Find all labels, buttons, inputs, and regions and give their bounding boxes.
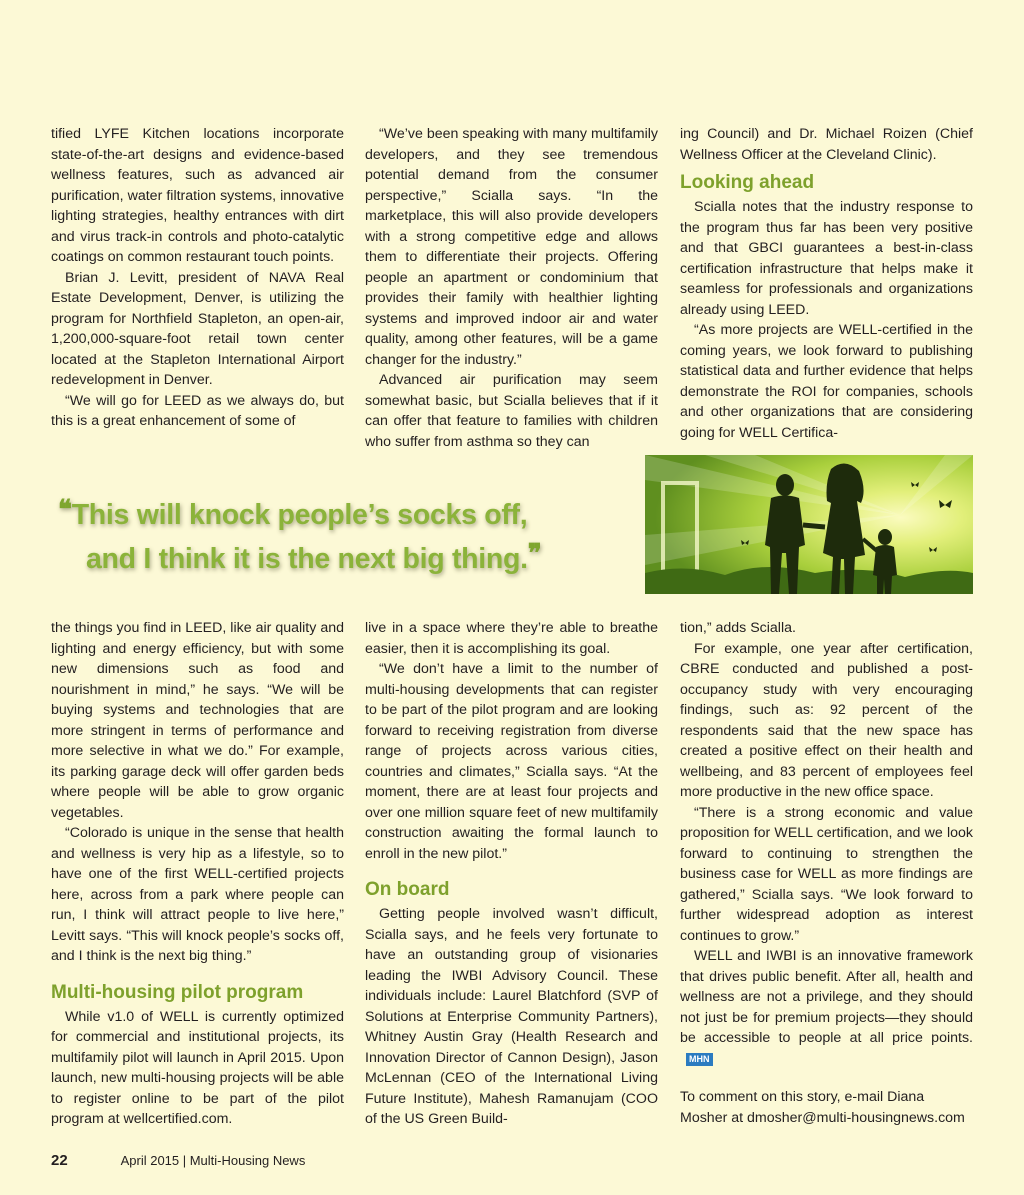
mhn-end-badge: MHN xyxy=(686,1053,713,1066)
open-quote-icon: ❝ xyxy=(58,494,72,524)
comment-note: To comment on this story, e-mail Diana Mosher at dmosher@multi-housingnews.com xyxy=(680,1089,965,1126)
page-footer xyxy=(51,1152,305,1169)
section-heading-multi-housing-pilot: Multi-housing pilot program xyxy=(51,981,304,1003)
pull-quote-line-2: and I think it is the next big thing. xyxy=(86,543,528,575)
paragraph: While v1.0 of WELL is currently optimized for commercial and institutional projects, its multifamily pilot will launch in April 2015. Upon launch, new multi-housing projects will be able to register online to be part of the pilot program at wellcertified.com. xyxy=(51,1008,344,1127)
paragraph: Advanced air purification may seem somewhat basic, but Scialla believes that if it can offer that feature to families with children who suffer from asthma so they can xyxy=(365,372,658,450)
close-quote-icon: ❞ xyxy=(527,538,542,568)
pull-quote xyxy=(58,490,648,578)
paragraph: live in a space where they’re able to breathe easier, then it is accomplishing its goal. xyxy=(365,620,658,657)
paragraph: tion,” adds Scialla. xyxy=(680,620,796,636)
paragraph-text: WELL and IWBI is an innovative framework that drives public benefit. After all, health and wellness are not a privilege, and they should not just be for premium projects—they should be accessible to people at all price points. xyxy=(680,948,973,1046)
family-silhouette-photo xyxy=(645,455,973,594)
column-2 xyxy=(365,124,658,452)
pull-quote-line-1: This will knock people’s socks off, xyxy=(71,499,528,531)
section-heading-looking-ahead: Looking ahead xyxy=(680,172,815,193)
paragraph: the things you find in LEED, like air quality and lighting and energy efficiency, but with some new dimensions such as food and nourishment in mind,” he says. “We will be buying systems and technologies that are more stringent in terms of performance and more selective in what we do.” For example, its parking garage deck will offer garden beds where people will be able to grow organic vegetables. xyxy=(51,620,344,821)
paragraph: “There is a strong economic and value proposition for WELL certification, and we look forward to continuing to strengthen the business case for WELL as more findings are gathered,” Scialla says. “We look forward to further widespread adoption as interest continues to grow.” xyxy=(680,804,973,944)
column-4 xyxy=(51,618,344,1130)
paragraph: “As more projects are WELL-certified in the coming years, we look forward to publishing statistical data and further evidence that helps demonstrate the ROI for companies, schools and other organizations that are considering going for WELL Certifica- xyxy=(680,322,973,441)
paragraph: “We will go for LEED as we always do, but this is a great enhancement of some of xyxy=(51,392,344,429)
paragraph: tified LYFE Kitchen locations incorporate state-of-the-art designs and evidence-based wellness features, such as advanced air purification, water filtration systems, innovative lighting strategies, healthy entrances with dirt and virus track-in controls and photo-catalytic coatings on common restaurant touch points. xyxy=(51,126,344,265)
paragraph: “Colorado is unique in the sense that health and wellness is very hip as a lifestyle, so to have one of the first WELL-certified projects here, across from a park where people can run, I think will attract people to live here,” Levitt says. “This will knock people’s socks off, and I think is the next big thing.” xyxy=(51,825,344,964)
paragraph: “We’ve been speaking with many multifamily developers, and they see tremendous potential demand from the consumer perspective,” Scialla says. “In the marketplace, this will also provide developers with a strong competitive edge and allows them to differentiate their projects. Offering people an apartment or condominium that provides their family with healthier lighting systems and improved indoor air and water quality, among other features, will be a game changer for the industry.” xyxy=(365,126,658,368)
issue-info: April 2015 | Multi-Housing News xyxy=(120,1153,306,1168)
paragraph: Scialla notes that the industry response to the program thus far has been very positive and that GBCI guarantees a best-in-class certification infrastructure that helps make it seamless for professionals and organizations already using LEED. xyxy=(680,199,973,318)
paragraph: Brian J. Levitt, president of NAVA Real Estate Development, Denver, is utilizing the program for Northfield Stapleton, an open-air, 1,200,000-square-foot retail town center located at the Stapleton International Airport redevelopment in Denver. xyxy=(51,269,344,388)
paragraph: For example, one year after certification, CBRE conducted and published a post-occupancy study with very encouraging findings, such as: 92 percent of the respondents said that the new space has created a positive effect on their health and wellbeing, and 83 percent of employees feel more productive in the new office space. xyxy=(680,640,973,800)
paragraph: “We don’t have a limit to the number of multi-housing developments that can register to be part of the pilot program and are looking forward to receiving registration from diverse range of projects across various cities, countries and climates,” Scialla says. “At the moment, there are at least four projects and over one million square feet of new multifamily construction awaiting the formal launch to enroll in the new pilot.” xyxy=(365,661,658,862)
page-number: 22 xyxy=(51,1152,68,1169)
section-heading-on-board: On board xyxy=(365,879,450,900)
column-6 xyxy=(680,618,973,1128)
column-3 xyxy=(680,124,973,443)
column-1 xyxy=(51,124,344,432)
paragraph xyxy=(680,946,973,1069)
paragraph: ing Council) and Dr. Michael Roizen (Chief Wellness Officer at the Cleveland Clinic). xyxy=(680,126,973,163)
paragraph: Getting people involved wasn’t difficult, Scialla says, and he feels very fortunate to have an outstanding group of visionaries leading the IWBI Advisory Council. These individuals include: Laurel Blatchford (SVP of Solutions at Enterprise Community Partners), Whitney Austin Gray (Health Research and Innovation Director of Cannon Design), Jason McLennan (CEO of the International Living Future Institute), Mahesh Ramanujam (COO of the US Green Build- xyxy=(365,906,658,1127)
column-5 xyxy=(365,618,658,1130)
